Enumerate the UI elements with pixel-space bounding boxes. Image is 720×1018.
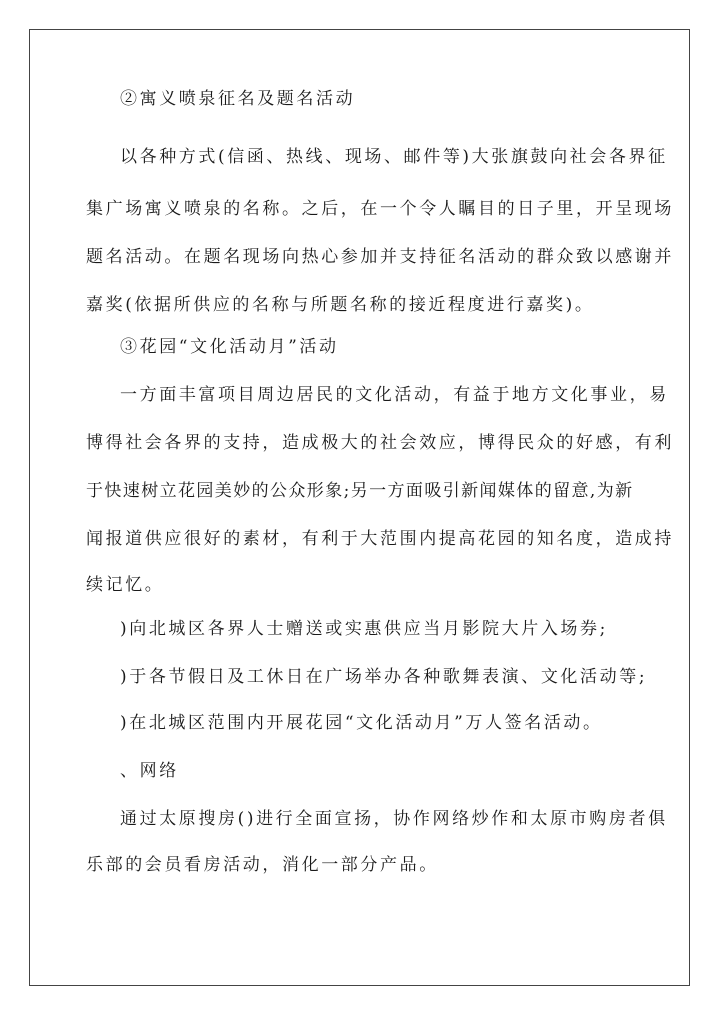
paragraph-line: 集广场寓义喷泉的名称。之后，在一个令人瞩目的日子里，开呈现场 bbox=[86, 199, 674, 219]
paragraph-line: 题名活动。在题名现场向热心参加并支持征名活动的群众致以感谢并 bbox=[86, 247, 674, 267]
list-item: )在北城区范围内开展花园“文化活动月”万人签名活动。 bbox=[120, 713, 603, 733]
page-frame bbox=[29, 29, 690, 986]
paragraph-line: 一方面丰富项目周边居民的文化活动，有益于地方文化事业，易 bbox=[120, 385, 669, 405]
heading-fountain-naming: ②寓义喷泉征名及题名活动 bbox=[120, 89, 356, 109]
heading-culture-month: ③花园“文化活动月”活动 bbox=[120, 337, 339, 357]
paragraph-line: 于快速树立花园美妙的公众形象;另一方面吸引新闻媒体的留意,为新 bbox=[86, 481, 634, 501]
list-item: )向北城区各界人士赠送或实惠供应当月影院大片入场券; bbox=[120, 619, 608, 639]
paragraph-line: 以各种方式(信函、热线、现场、邮件等)大张旗鼓向社会各界征 bbox=[120, 147, 668, 167]
paragraph-line: 续记忆。 bbox=[86, 575, 165, 595]
paragraph-line: 通过太原搜房()进行全面宣扬，协作网络炒作和太原市购房者俱 bbox=[120, 809, 668, 829]
paragraph-line: 闻报道供应很好的素材，有利于大范围内提高花园的知名度，造成持 bbox=[86, 529, 674, 549]
paragraph-line: 嘉奖(依据所供应的名称与所题名称的接近程度进行嘉奖)。 bbox=[86, 295, 595, 315]
heading-network: 、网络 bbox=[120, 761, 179, 781]
paragraph-line: 博得社会各界的支持，造成极大的社会效应，博得民众的好感，有利 bbox=[86, 433, 674, 453]
list-item: )于各节假日及工休日在广场举办各种歌舞表演、文化活动等; bbox=[120, 667, 648, 687]
paragraph-line: 乐部的会员看房活动，消化一部分产品。 bbox=[86, 855, 439, 875]
